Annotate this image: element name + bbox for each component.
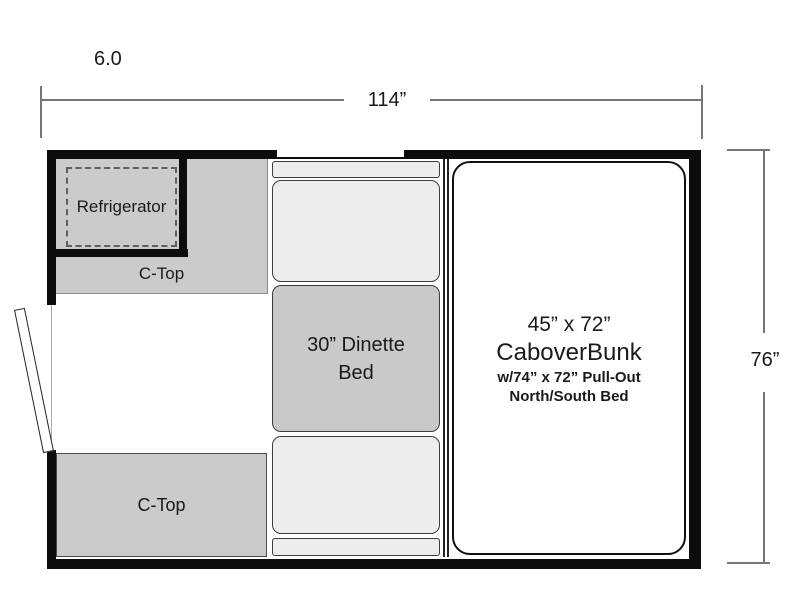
dinette-upper-cushion: [272, 180, 440, 282]
lower-counter: [56, 453, 267, 557]
dinette-bed-label-line1: 30” Dinette: [307, 333, 405, 356]
bunk-divider-line-left: [443, 159, 445, 557]
height-dim-label: 76”: [750, 349, 780, 371]
top-wall-opening: [277, 150, 404, 157]
upper-counter-label: C-Top: [138, 264, 185, 283]
fridge-partition-vertical: [179, 155, 187, 257]
bunk-divider-line-right: [447, 159, 449, 557]
bunk-name-label: CaboverBunk: [496, 338, 642, 366]
lower-counter-label: C-Top: [137, 494, 186, 515]
width-dim-line-right: [430, 99, 702, 101]
width-dim-line-left: [41, 99, 344, 101]
bunk-size-label: 45” x 72”: [527, 312, 611, 336]
door-jamb-line: [51, 305, 52, 450]
camper-outline: [47, 150, 701, 569]
dinette-bottom-strip: [272, 538, 440, 556]
height-dim-line-top: [763, 150, 765, 333]
refrigerator: [66, 167, 177, 247]
model-label: 6.0: [94, 48, 122, 70]
dinette-lower-cushion: [272, 436, 440, 534]
width-dim-label: 114”: [367, 89, 407, 111]
refrigerator-label: Refrigerator: [76, 197, 167, 216]
dinette-bed: [272, 285, 440, 432]
bunk-orientation-label: North/South Bed: [509, 387, 629, 405]
bunk-pullout-label: w/74” x 72” Pull-Out: [497, 368, 641, 386]
cabover-bunk: [452, 161, 686, 555]
dinette-top-strip: [272, 161, 440, 178]
width-dim-left-tick: [40, 86, 42, 138]
width-dim-right-tick: [701, 85, 703, 139]
fridge-partition-horizontal: [49, 249, 188, 257]
height-dim-bottom-tick: [727, 562, 770, 564]
dinette-bed-label-line2: Bed: [338, 361, 374, 384]
height-dim-line-bottom: [763, 392, 765, 563]
